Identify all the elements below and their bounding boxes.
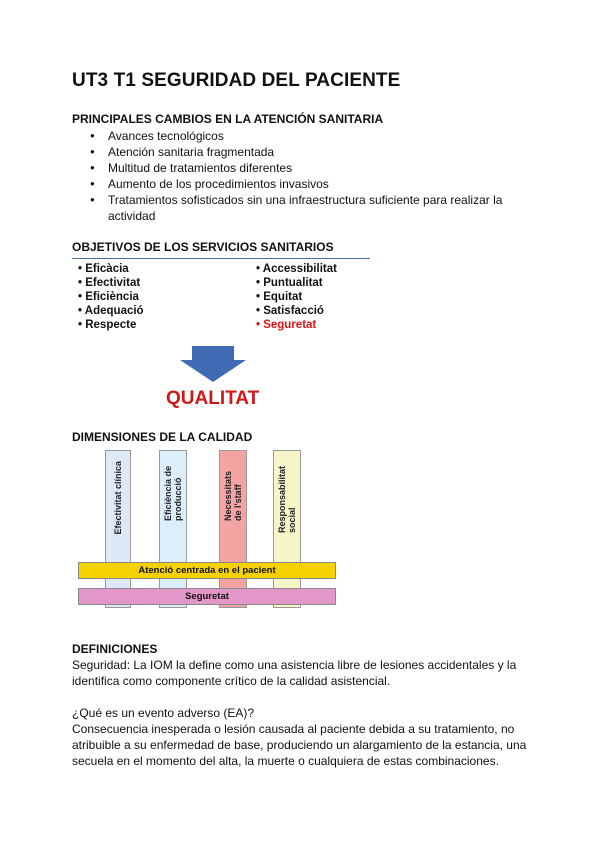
objective-item: • Puntualitat	[256, 277, 323, 289]
objective-item: • Adequació	[78, 305, 144, 317]
divider	[72, 258, 370, 259]
pillar-label: Necessitats de l'staff	[223, 470, 243, 521]
list-item: ● Multitud de tratamientos diferentes	[72, 160, 532, 176]
objective-item-highlight: • Seguretat	[256, 319, 317, 331]
objective-item: • Satisfacció	[256, 305, 324, 317]
definition-seguridad: Seguridad: La IOM la define como una asistencia libre de lesiones accidentales y la identifica como componente crítico de la calidad asistencial.	[72, 658, 517, 688]
objective-item: • Respecte	[78, 319, 137, 331]
pillar-eficiencia	[159, 450, 187, 608]
pillar-responsabilitat	[273, 450, 301, 608]
objective-item: • Eficàcia	[78, 263, 129, 275]
pillar-label: Efectivitat clínica	[113, 461, 123, 535]
section-heading-definiciones: DEFINICIONES	[72, 642, 158, 656]
section-heading-cambios: PRINCIPALES CAMBIOS EN LA ATENCIÓN SANITARIA	[72, 112, 384, 126]
list-item: ● Tratamientos sofisticados sin una infraestructura suficiente para realizar la actividad	[72, 192, 532, 224]
qualitat-label: QUALITAT	[166, 388, 260, 409]
cambios-list	[72, 128, 532, 224]
pillar-efectivitat	[105, 450, 131, 608]
question-evento-adverso: ¿Qué es un evento adverso (EA)?	[72, 706, 255, 720]
objective-item: • Equitat	[256, 291, 303, 303]
objective-item: • Accessibilitat	[256, 263, 337, 275]
objective-item: • Eficiència	[78, 291, 139, 303]
page-title: UT3 T1 SEGURIDAD DEL PACIENTE	[72, 70, 401, 91]
list-item: ● Avances tecnológicos	[72, 128, 532, 144]
list-item: ● Atención sanitaria fragmentada	[72, 144, 532, 160]
down-arrow-icon	[180, 346, 246, 382]
definition-evento-adverso: Consecuencia inesperada o lesión causada al paciente debida a su tratamiento, no atribuible a su enfermedad de base, produciendo un alargamiento de la estancia, una secuela en el momento del alta, la muerte o cualquiera de estas combinaciones.	[72, 722, 527, 768]
section-heading-objetivos: OBJETIVOS DE LOS SERVICIOS SANITARIOS	[72, 240, 334, 254]
list-item: ● Aumento de los procedimientos invasivos	[72, 176, 532, 192]
section-heading-dimensiones: DIMENSIONES DE LA CALIDAD	[72, 430, 253, 444]
band-seguretat: Seguretat	[78, 588, 336, 605]
band-atencio-centrada: Atenció centrada en el pacient	[78, 562, 336, 579]
objectives-left-column	[78, 262, 144, 332]
objectives-right-column	[256, 262, 337, 332]
objective-item: • Efectivitat	[78, 277, 141, 289]
pillar-label: Eficiència de producció	[163, 465, 183, 521]
pillar-label: Responsabilitat social	[277, 465, 297, 533]
pillar-necessitats	[219, 450, 247, 608]
